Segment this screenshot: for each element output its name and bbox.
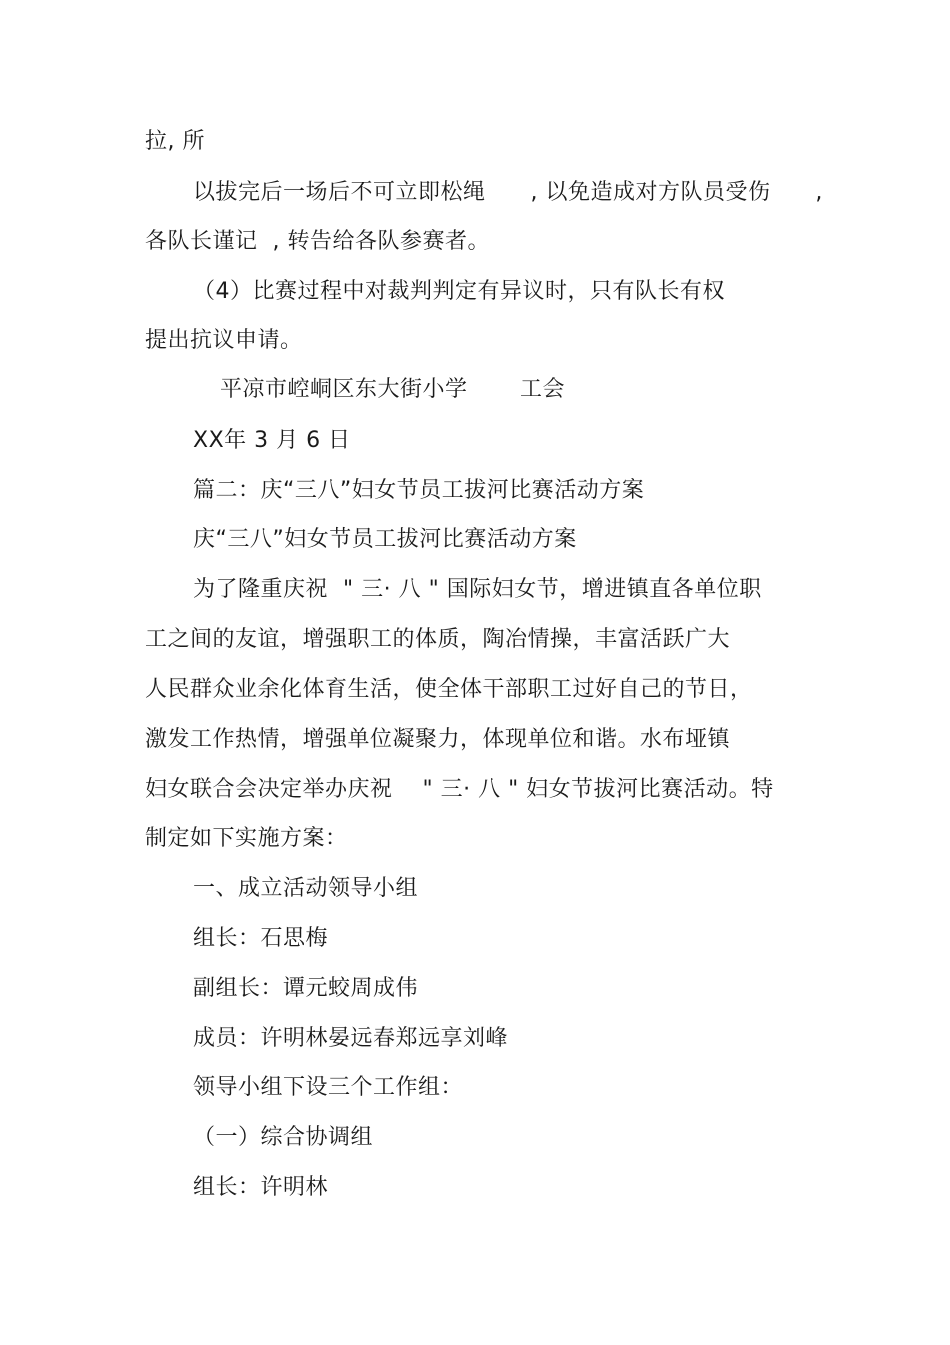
subsection-heading: （一）综合协调组 bbox=[193, 1125, 374, 1150]
text-line: 以拔完后一场后不可立即松绳 , 以免造成对方队员受伤 , bbox=[193, 180, 823, 205]
text-line: 妇女联合会决定举办庆祝 " 三· 八 " 妇女节拔河比赛活动。特 bbox=[145, 777, 774, 802]
text-line: 提出抗议申请。 bbox=[145, 328, 303, 353]
text-line: 激发工作热情，增强单位凝聚力，体现单位和谐。水布垭镇 bbox=[145, 727, 731, 752]
section-heading: 篇二：庆“三八”妇女节员工拔河比赛活动方案 bbox=[193, 478, 645, 503]
text-line: 各队长谨记 , 转告给各队参赛者。 bbox=[145, 229, 490, 254]
text-line: 拉, 所 bbox=[145, 129, 205, 154]
date-line: XX年 3 月 6 日 bbox=[193, 428, 351, 453]
document-title: 庆“三八”妇女节员工拔河比赛活动方案 bbox=[193, 527, 577, 552]
text-line: 人民群众业余化体育生活，使全体干部职工过好自己的节日， bbox=[145, 677, 753, 702]
text-line: 成员：许明林晏远春郑远享刘峰 bbox=[193, 1026, 509, 1051]
text-line: 组长：石思梅 bbox=[193, 926, 329, 951]
text-line: 领导小组下设三个工作组： bbox=[193, 1075, 464, 1100]
text-line: 为了隆重庆祝 " 三· 八 " 国际妇女节，增进镇直各单位职 bbox=[193, 577, 762, 602]
text-line: 组长：许明林 bbox=[193, 1175, 329, 1200]
text-line: （4）比赛过程中对裁判判定有异议时，只有队长有权 bbox=[193, 279, 725, 304]
text-line: 工之间的友谊，增强职工的体质，陶冶情操，丰富活跃广大 bbox=[145, 627, 731, 652]
section-heading: 一、成立活动领导小组 bbox=[193, 876, 419, 901]
text-line: 制定如下实施方案： bbox=[145, 826, 348, 851]
text-line: 副组长：谭元蛟周成伟 bbox=[193, 976, 419, 1001]
signature-line: 平凉市崆峒区东大街小学 工会 bbox=[220, 377, 565, 402]
